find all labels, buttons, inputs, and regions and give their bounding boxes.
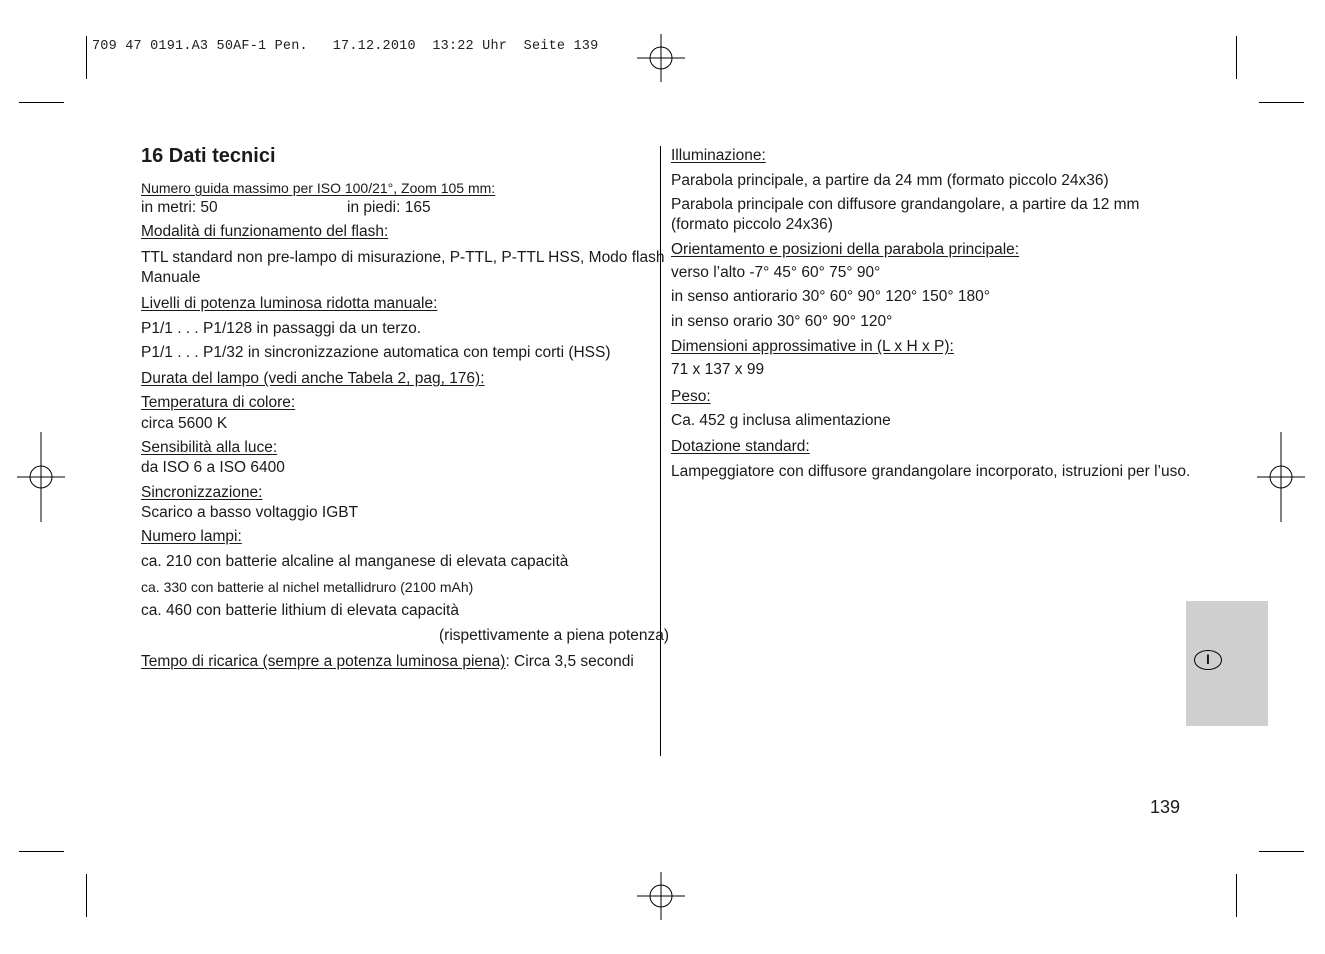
weight-label: Peso:	[671, 388, 711, 405]
power-levels-label: Livelli di potenza luminosa ridotta manuale:	[141, 295, 438, 312]
flash-count-label: Numero lampi:	[141, 528, 242, 545]
section-heading: 16 Dati tecnici	[141, 145, 276, 167]
registration-mark-icon	[1257, 432, 1305, 522]
crop-mark	[19, 102, 64, 103]
sensitivity-value: da ISO 6 a ISO 6400	[141, 459, 285, 476]
orientation-line: verso l’alto -7° 45° 60° 75° 90°	[671, 264, 881, 281]
registration-mark-icon	[637, 34, 685, 82]
power-level-line: P1/1 . . . P1/32 in sincronizzazione automatica con tempi corti (HSS)	[141, 344, 611, 361]
guide-number-meters: in metri: 50	[141, 199, 218, 216]
standard-equipment-value: Lampeggiatore con diffusore grandangolare incorporato, istruzioni per l’uso.	[671, 463, 1191, 480]
flash-modes-text: Manuale	[141, 269, 201, 286]
crop-mark	[86, 874, 87, 917]
flash-modes-text: TTL standard non pre-lampo di misurazione, P-TTL, P-TTL HSS, Modo flash	[141, 249, 665, 266]
dimensions-label: Dimensioni approssimative in (L x H x P):	[671, 338, 954, 355]
flash-count-line: ca. 210 con batterie alcaline al manganese di elevata capacità	[141, 553, 569, 570]
flash-count-note: (rispettivamente a piena potenza)	[439, 627, 670, 644]
power-level-line: P1/1 . . . P1/128 in passaggi da un terzo.	[141, 320, 422, 337]
illumination-label: Illuminazione:	[671, 147, 766, 164]
crop-mark	[86, 36, 87, 79]
color-temperature-label: Temperatura di colore:	[141, 394, 296, 411]
page-number: 139	[1150, 797, 1181, 817]
orientation-line: in senso orario 30° 60° 90° 120°	[671, 313, 893, 330]
color-temperature-value: circa 5600 K	[141, 415, 228, 432]
flash-modes-label: Modalità di funzionamento del flash:	[141, 223, 389, 240]
crop-mark	[19, 851, 64, 852]
crop-mark	[1236, 36, 1237, 79]
crop-mark	[1259, 851, 1304, 852]
standard-equipment-label: Dotazione standard:	[671, 438, 810, 455]
recharge-label: Tempo di ricarica (sempre a potenza luminosa piena)	[141, 653, 506, 670]
crop-mark	[1236, 874, 1237, 917]
recharge-value: : Circa 3,5 secondi	[505, 653, 634, 670]
flash-count-line: ca. 460 con batterie lithium di elevata capacità	[141, 602, 459, 619]
flash-count-line: ca. 330 con batterie al nichel metallidruro (2100 mAh)	[141, 579, 474, 595]
column-divider	[660, 146, 661, 756]
sensitivity-label: Sensibilità alla luce:	[141, 439, 278, 456]
illumination-line: (formato piccolo 24x36)	[671, 216, 833, 233]
orientation-label: Orientamento e posizioni della parabola principale:	[671, 241, 1020, 258]
print-slug: 709 47 0191.A3 50AF-1 Pen. 17.12.2010 13:22 Uhr Seite 139	[92, 39, 599, 54]
registration-mark-icon	[17, 432, 65, 522]
weight-value: Ca. 452 g inclusa alimentazione	[671, 412, 891, 429]
language-badge: I	[1194, 650, 1222, 670]
sync-label: Sincronizzazione:	[141, 484, 263, 501]
guide-number-feet: in piedi: 165	[347, 199, 431, 216]
sync-value: Scarico a basso voltaggio IGBT	[141, 504, 359, 521]
language-tab	[1186, 601, 1268, 726]
orientation-line: in senso antiorario 30° 60° 90° 120° 150° 180°	[671, 288, 990, 305]
illumination-line: Parabola principale, a partire da 24 mm (formato piccolo 24x36)	[671, 172, 1109, 189]
registration-mark-icon	[637, 872, 685, 920]
crop-mark	[1259, 102, 1304, 103]
dimensions-value: 71 x 137 x 99	[671, 361, 765, 378]
illumination-line: Parabola principale con diffusore grandangolare, a partire da 12 mm	[671, 196, 1140, 213]
flash-duration-label: Durata del lampo (vedi anche Tabela 2, pag, 176):	[141, 370, 485, 387]
guide-number-label: Numero guida massimo per ISO 100/21°, Zoom 105 mm:	[141, 180, 496, 196]
recharge-line	[141, 652, 634, 672]
